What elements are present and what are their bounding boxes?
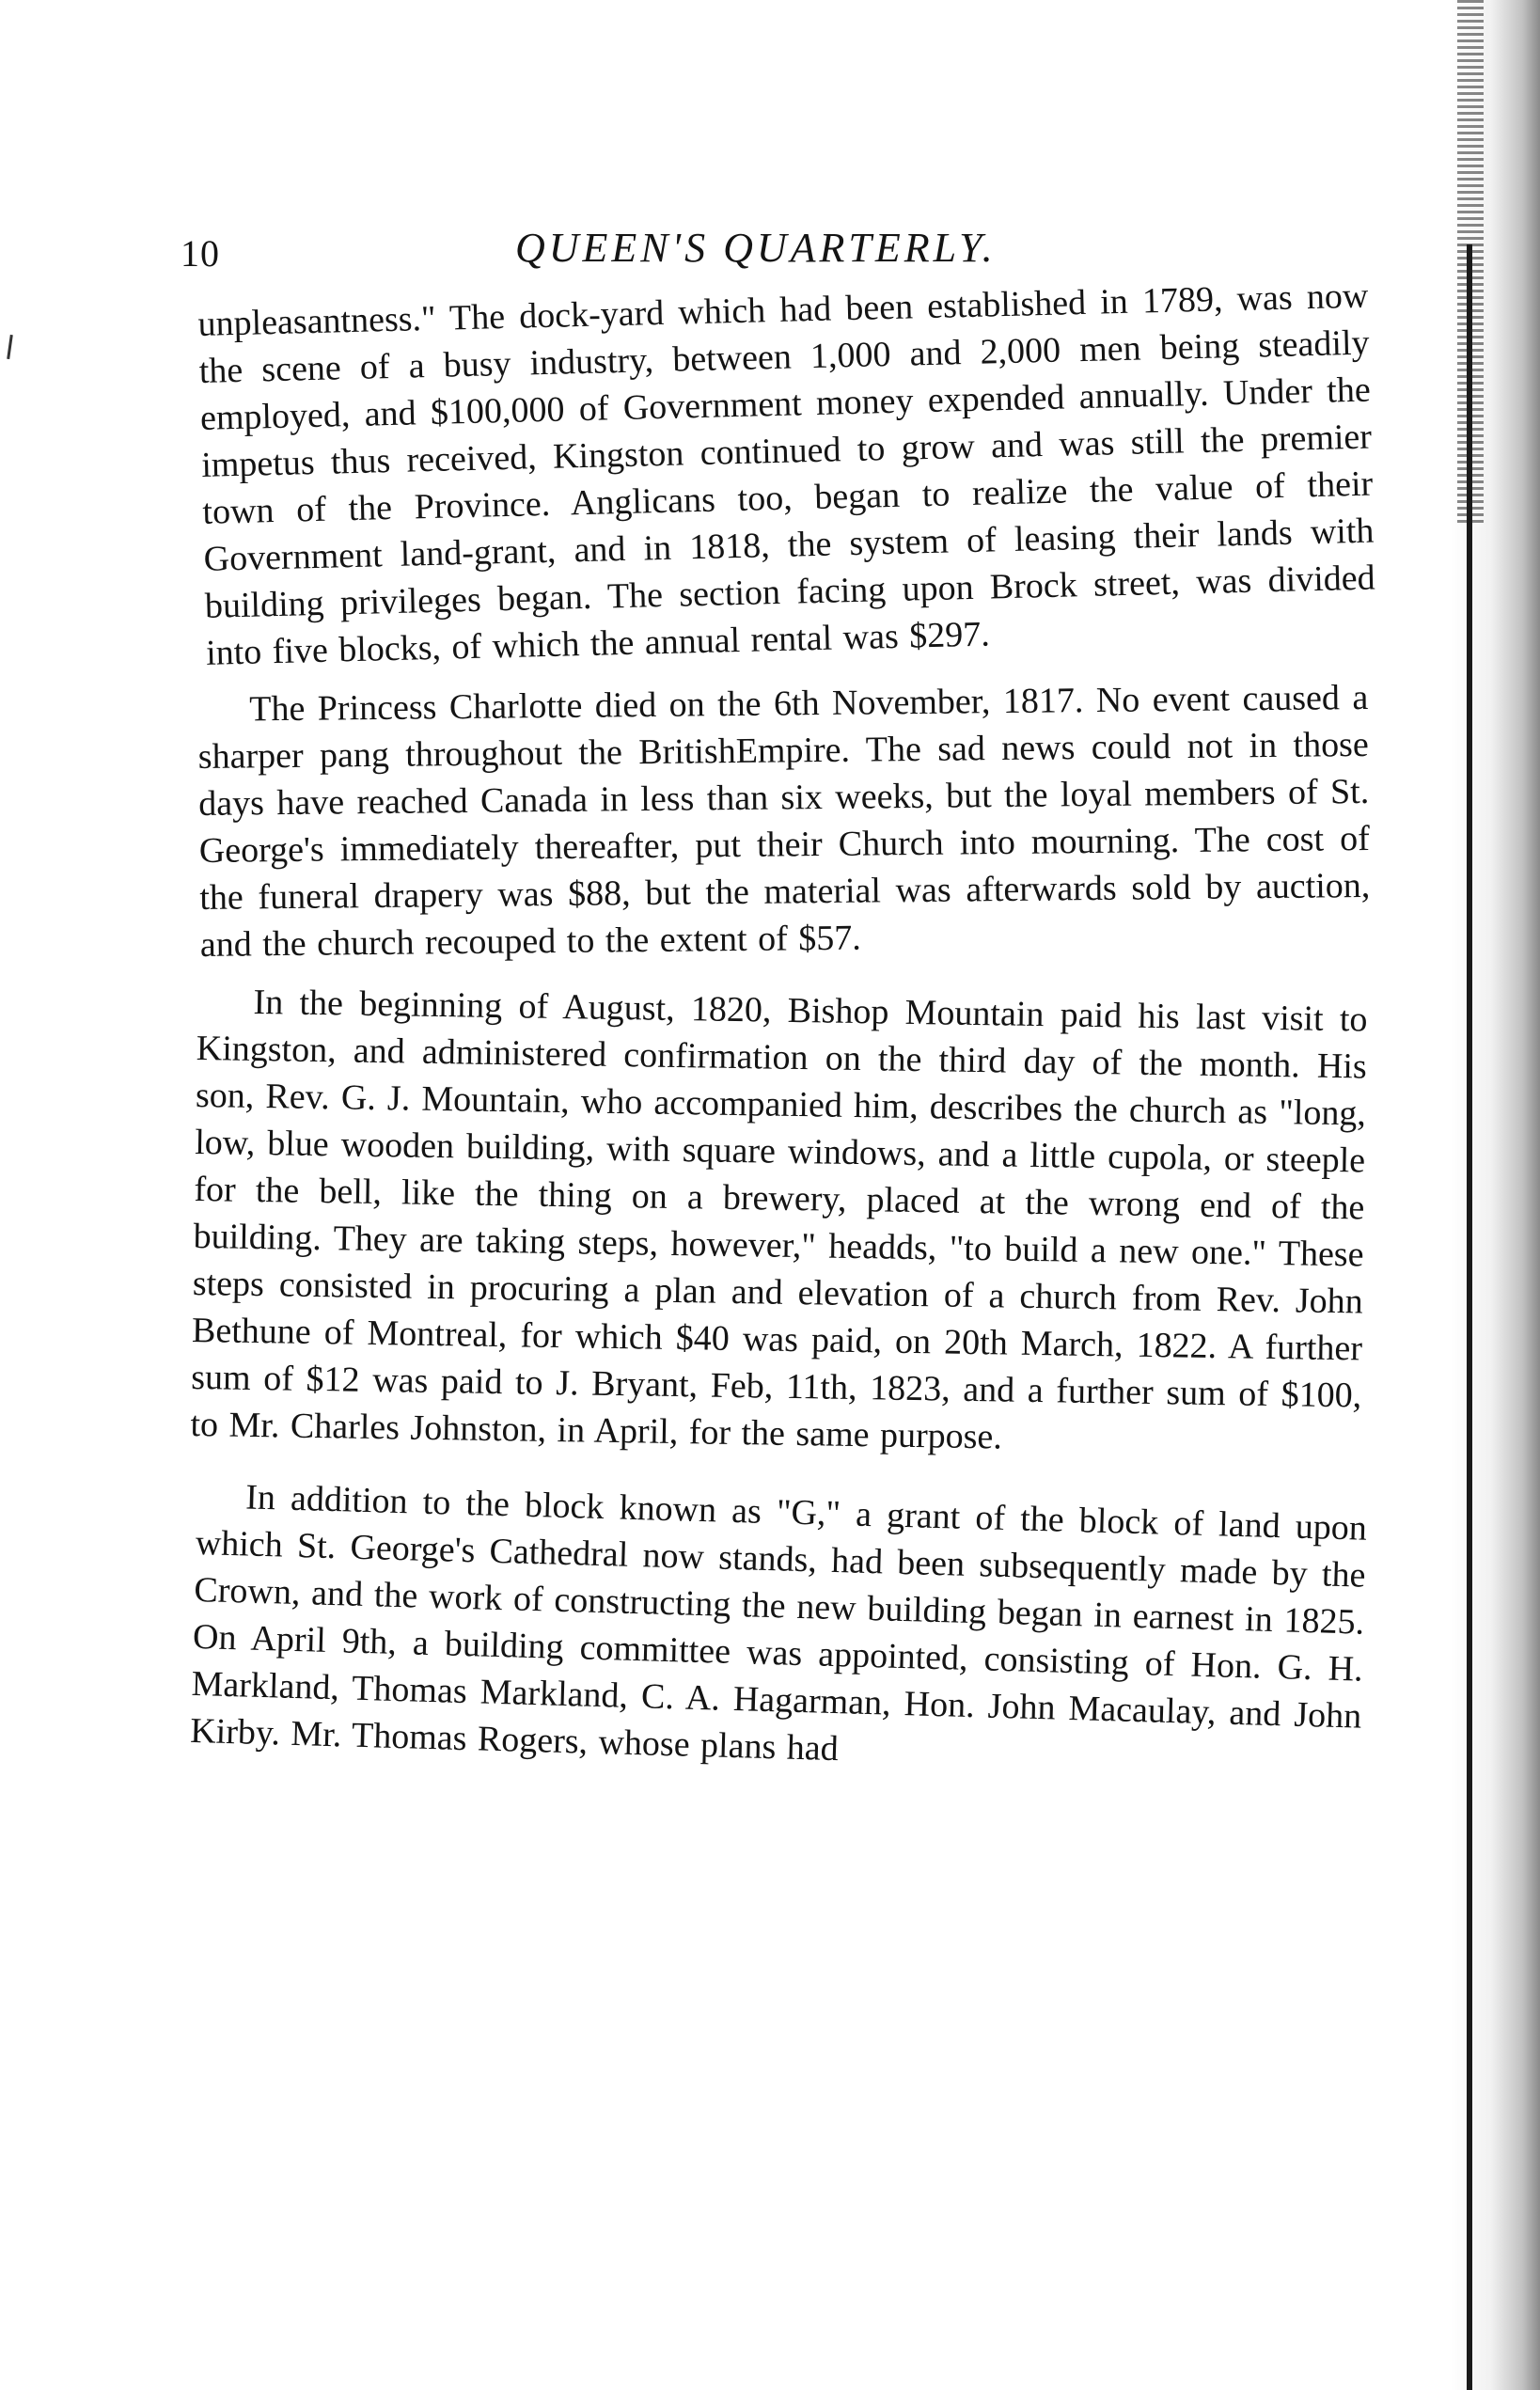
running-title: QUEEN'S QUARTERLY. bbox=[515, 225, 997, 271]
paragraph: unpleasantness." The dock-yard which had been established in 1789, was now the scene of a busy industry, between 1,000 and 2,000 men being steadily employed, and $100,000 of Government money expended annually. Under the impetus thus received, Kingston continued to grow and was still the premier town of the Province. Anglicans too, began to realize the value of their Government land-grant, and in 1818, the system of leasing their lands with building privileges began. The section facing upon Brock street, was divided into five blocks, of which the annual rental was $297. bbox=[197, 275, 1376, 673]
paragraph: In the beginning of August, 1820, Bishop Mountain paid his last visit to Kingston, and administered confirmation on the third day of the month. His son, Rev. G. J. Mountain, who accompanied him, describes the church as "long, low, blue wooden building, with square windows, and a little cupola, or steeple for the bell, like the thing on a brewery, placed at the wrong end of the building. They are taking steps, however," headds, "to build a new one." These steps consisted in procuring a plan and elevation of a church from Rev. John Bethune of Montreal, for which $40 was paid, on 20th March, 1822. A further sum of $12 was paid to J. Bryant, Feb, 11th, 1823, and a further sum of $100, to Mr. Charles Johnston, in April, for the same purpose. bbox=[190, 982, 1368, 1457]
body-text bbox=[189, 275, 1376, 1769]
binding-edge-line bbox=[1467, 244, 1472, 2390]
page-number: 10 bbox=[181, 232, 220, 275]
paragraph: In addition to the block known as "G," a grant of the block of land upon which St. George's Cathedral now stands, had been subsequently made by the Crown, and the work of constructing the new building began in earnest in 1825. On April 9th, a building committee was appointed, consisting of Hon. G. H. Markland, Thomas Markland, C. A. Hagarman, Hon. John Macaulay, and John Kirby. Mr. Thomas Rogers, whose plans had bbox=[189, 1477, 1368, 1769]
page-header bbox=[0, 224, 1448, 280]
paragraph: The Princess Charlotte died on the 6th November, 1817. No event caused a sharper pang throughout the BritishEmpire. The sad news could not in those days have reached Canada in less than six weeks, but the loyal members of St. George's immediately thereafter, put their Church into mourning. The cost of the funeral drapery was $88, but the material was afterwards sold by auction, and the church recouped to the extent of $57. bbox=[197, 677, 1371, 965]
margin-mark bbox=[7, 335, 13, 359]
